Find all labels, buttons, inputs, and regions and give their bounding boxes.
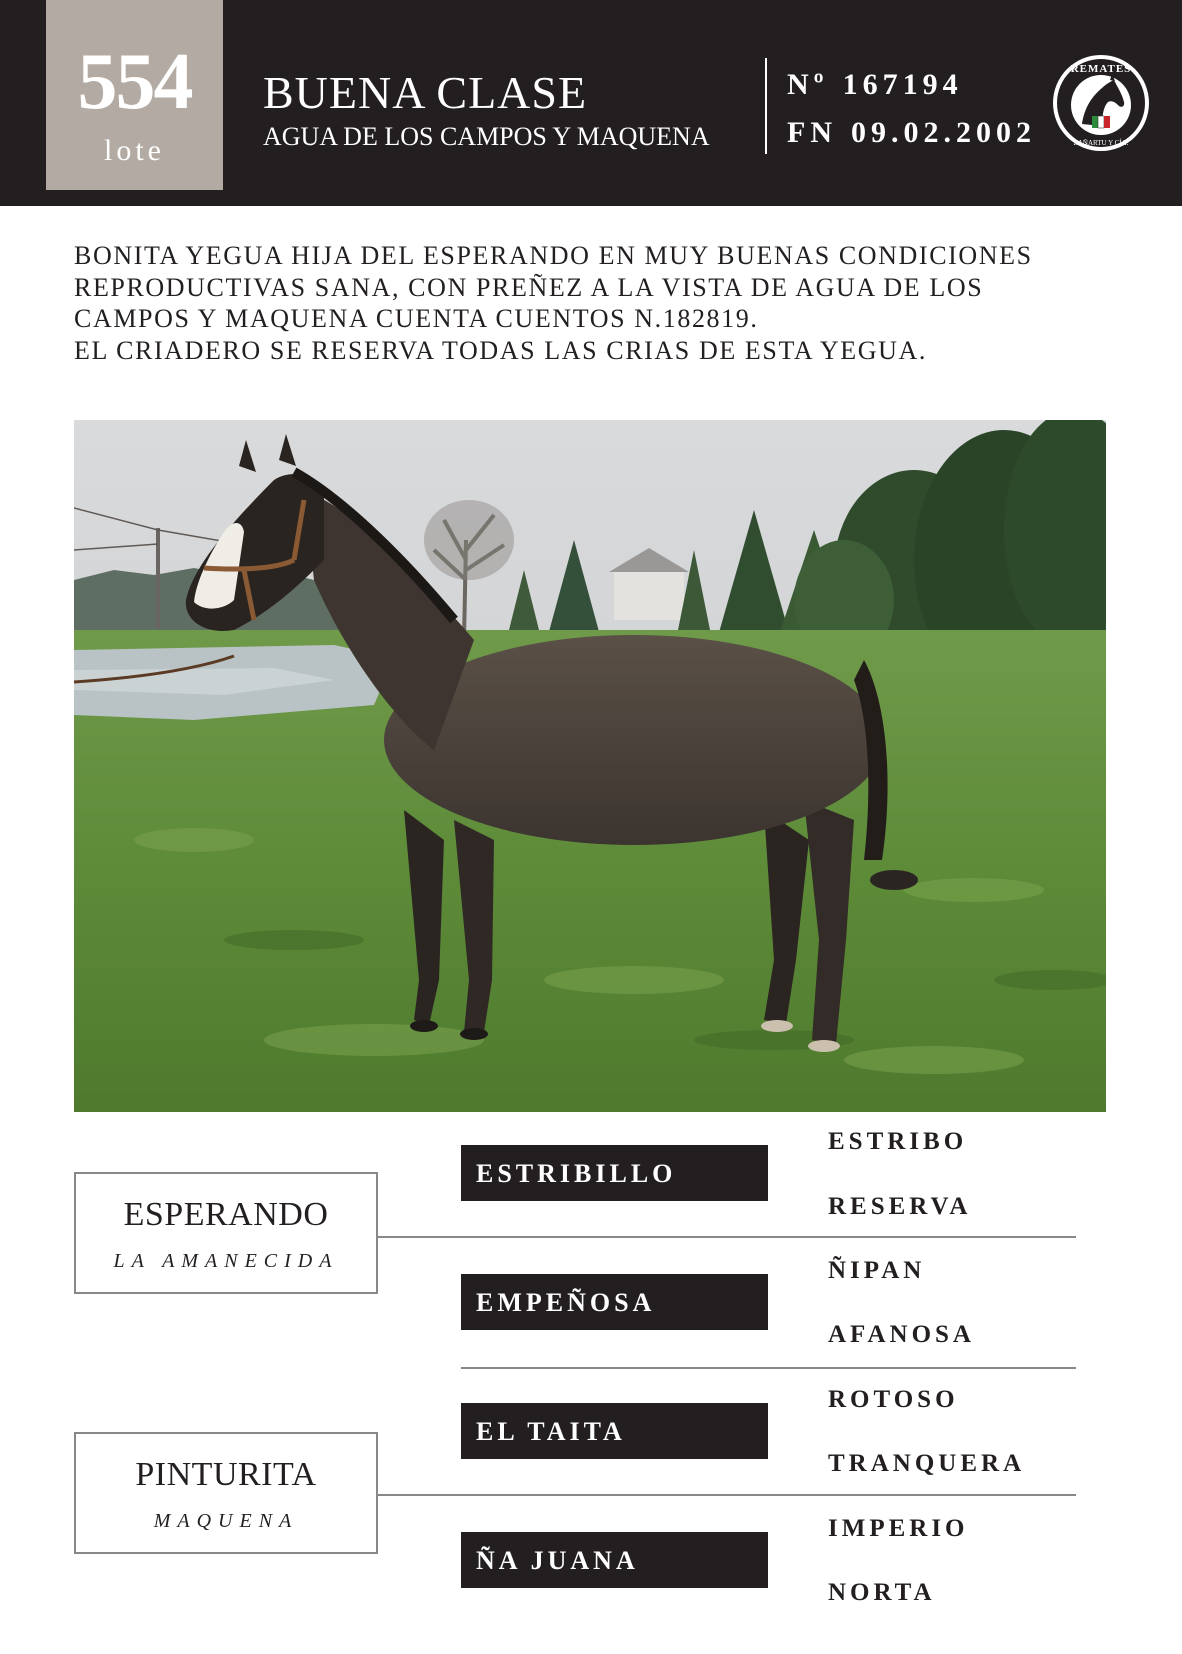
dam-box <box>74 1432 378 1554</box>
grandparent-name: ESTRIBILLO <box>476 1159 677 1188</box>
lot-label: lote <box>104 134 165 167</box>
grandparent-name: EL TAITA <box>476 1417 626 1446</box>
great-grandparent-name: ÑIPAN <box>828 1257 926 1284</box>
sire-breeder: LA AMANECIDA <box>113 1250 339 1272</box>
logo-text-bottom: ZAÑARTU Y CÍA. <box>1073 139 1129 147</box>
lot-description <box>74 240 1134 366</box>
header-bar <box>0 0 1182 206</box>
grandparent-box <box>461 1403 768 1459</box>
great-grandparent-name: RESERVA <box>828 1193 972 1220</box>
birth-date: 09.02.2002 <box>851 116 1036 149</box>
lot-badge <box>46 0 223 190</box>
great-grandparent-name: ROTOSO <box>828 1386 959 1413</box>
grandparent-name: EMPEÑOSA <box>476 1288 656 1317</box>
great-grandparent-name: ESTRIBO <box>828 1128 968 1155</box>
remates-horse-logo-icon <box>1052 54 1150 152</box>
lot-number: 554 <box>77 38 192 126</box>
logo-text-top: REMATES <box>1070 63 1132 75</box>
dam-name: PINTURITA <box>135 1456 317 1493</box>
sire-box <box>74 1172 378 1294</box>
sire-name: ESPERANDO <box>123 1196 329 1233</box>
registration-number: 167194 <box>842 68 963 101</box>
great-grandparent-name: TRANQUERA <box>828 1450 1026 1477</box>
birth-date-line <box>787 116 1036 150</box>
great-grandparent-name: IMPERIO <box>828 1515 969 1542</box>
grandparent-box <box>461 1274 768 1330</box>
description-line: REPRODUCTIVAS SANA, CON PREÑEZ A LA VISTA DE AGUA DE LOS <box>74 272 984 302</box>
great-grandparent-name: AFANOSA <box>828 1321 975 1348</box>
grandparent-name: ÑA JUANA <box>476 1546 639 1575</box>
birth-date-label: FN <box>787 116 837 149</box>
header-divider <box>765 58 767 154</box>
grandparent-box <box>461 1145 768 1201</box>
description-line: BONITA YEGUA HIJA DEL ESPERANDO EN MUY BUENAS CONDICIONES <box>74 241 1033 270</box>
description-line: CAMPOS Y MAQUENA CUENTA CUENTOS N.182819. <box>74 304 759 333</box>
registration-label: Nº <box>787 68 829 101</box>
great-grandparent-name: NORTA <box>828 1579 936 1606</box>
pedigree-line <box>461 1367 1076 1369</box>
description-line: EL CRIADERO SE RESERVA TODAS LAS CRIAS DE ESTA YEGUA. <box>74 335 928 365</box>
dam-breeder: MAQUENA <box>153 1510 299 1532</box>
horse-name: BUENA CLASE <box>263 67 588 118</box>
horse-photo <box>74 420 1106 1112</box>
pedigree-line <box>376 1494 1076 1496</box>
registration-line <box>787 68 963 102</box>
grandparent-box <box>461 1532 768 1588</box>
pedigree-line <box>376 1236 1076 1238</box>
breeder-name: AGUA DE LOS CAMPOS Y MAQUENA <box>263 122 710 151</box>
